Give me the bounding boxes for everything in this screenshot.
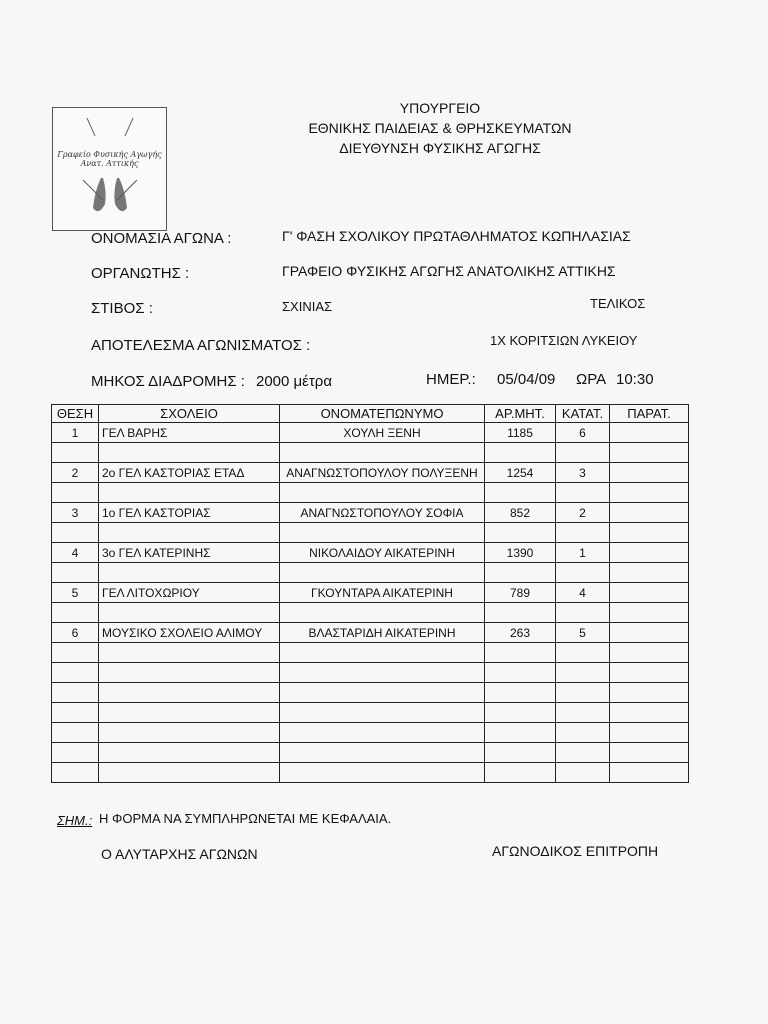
cell-fullname [280, 603, 485, 623]
cell-school [99, 743, 280, 763]
header-remarks: ΠΑΡΑΤ. [610, 405, 689, 423]
cell-school [99, 703, 280, 723]
results-body [52, 423, 689, 783]
cell-fullname [280, 703, 485, 723]
cell-position [52, 663, 99, 683]
cell-position [52, 703, 99, 723]
results-table [51, 404, 689, 783]
time-value: 10:30 [616, 371, 654, 388]
cell-ranking [556, 703, 610, 723]
cell-fullname: ΑΝΑΓΝΩΣΤΟΠΟΥΛΟΥ ΣΟΦΙΑ [280, 503, 485, 523]
cell-ranking: 2 [556, 503, 610, 523]
cell-registry-number [485, 523, 556, 543]
cell-fullname: ΑΝΑΓΝΩΣΤΟΠΟΥΛΟΥ ΠΟΛΥΞΕΝΗ [280, 463, 485, 483]
cell-fullname [280, 563, 485, 583]
table-row [52, 523, 689, 543]
cell-school: 2ο ΓΕΛ ΚΑΣΤΟΡΙΑΣ ΕΤΑΔ [99, 463, 280, 483]
table-row [52, 423, 689, 443]
cell-fullname [280, 663, 485, 683]
cell-position [52, 683, 99, 703]
signature-left: Ο ΑΛΥΤΑΡΧΗΣ ΑΓΩΝΩΝ [101, 846, 258, 862]
header-position: ΘΕΣΗ [52, 405, 99, 423]
cell-fullname [280, 723, 485, 743]
cell-position [52, 523, 99, 543]
distance-label: ΜΗΚΟΣ ΔΙΑΔΡΟΜΗΣ : [91, 373, 245, 390]
cell-registry-number [485, 663, 556, 683]
cell-position [52, 443, 99, 463]
cell-school: 1ο ΓΕΛ ΚΑΣΤΟΡΙΑΣ [99, 503, 280, 523]
cell-school [99, 443, 280, 463]
cell-fullname: ΧΟΥΛΗ ΞΕΝΗ [280, 423, 485, 443]
cell-fullname [280, 443, 485, 463]
cell-school [99, 723, 280, 743]
cell-remarks [610, 543, 689, 563]
cell-position [52, 643, 99, 663]
rowing-logo-icon [53, 108, 166, 230]
cell-ranking [556, 763, 610, 783]
cell-registry-number [485, 703, 556, 723]
table-row [52, 463, 689, 483]
cell-position [52, 723, 99, 743]
cell-school: ΜΟΥΣΙΚΟ ΣΧΟΛΕΙΟ ΑΛΙΜΟΥ [99, 623, 280, 643]
cell-remarks [610, 623, 689, 643]
result-label: ΑΠΟΤΕΛΕΣΜΑ ΑΓΩΝΙΣΜΑΤΟΣ : [91, 337, 311, 354]
cell-fullname: ΝΙΚΟΛΑΙΔΟΥ ΑΙΚΑΤΕΡΙΝΗ [280, 543, 485, 563]
cell-remarks [610, 463, 689, 483]
cell-position: 2 [52, 463, 99, 483]
cell-ranking [556, 563, 610, 583]
cell-ranking: 6 [556, 423, 610, 443]
cell-ranking [556, 483, 610, 503]
logo-seal [52, 107, 167, 231]
cell-fullname [280, 523, 485, 543]
cell-remarks [610, 763, 689, 783]
cell-remarks [610, 423, 689, 443]
cell-position [52, 743, 99, 763]
cell-ranking [556, 663, 610, 683]
cell-position: 5 [52, 583, 99, 603]
event-label: ΟΝΟΜΑΣΙΑ ΑΓΩΝΑ : [91, 230, 232, 247]
cell-fullname: ΓΚΟΥΝΤΑΡΑ ΑΙΚΑΤΕΡΙΝΗ [280, 583, 485, 603]
cell-school [99, 523, 280, 543]
cell-fullname: ΒΛΑΣΤΑΡΙΔΗ ΑΙΚΑΤΕΡΙΝΗ [280, 623, 485, 643]
cell-ranking [556, 523, 610, 543]
table-row [52, 723, 689, 743]
distance-value: 2000 μέτρα [256, 373, 332, 390]
organizer-value: ΓΡΑΦΕΙΟ ΦΥΣΙΚΗΣ ΑΓΩΓΗΣ ΑΝΑΤΟΛΙΚΗΣ ΑΤΤΙΚΗΣ [282, 263, 616, 279]
cell-registry-number [485, 443, 556, 463]
table-row [52, 643, 689, 663]
cell-ranking: 3 [556, 463, 610, 483]
cell-ranking: 5 [556, 623, 610, 643]
note-label: ΣΗΜ.: [57, 813, 93, 828]
table-row [52, 683, 689, 703]
cell-registry-number: 263 [485, 623, 556, 643]
cell-registry-number: 1185 [485, 423, 556, 443]
table-header-row [52, 405, 689, 423]
cell-registry-number [485, 743, 556, 763]
cell-position [52, 763, 99, 783]
cell-remarks [610, 643, 689, 663]
cell-ranking [556, 723, 610, 743]
cell-remarks [610, 483, 689, 503]
cell-remarks [610, 563, 689, 583]
cell-school: 3ο ΓΕΛ ΚΑΤΕΡΙΝΗΣ [99, 543, 280, 563]
cell-ranking [556, 743, 610, 763]
signature-right: ΑΓΩΝΟΔΙΚΟΣ ΕΠΙΤΡΟΠΗ [492, 843, 659, 859]
cell-school: ΓΕΛ ΒΑΡΗΣ [99, 423, 280, 443]
cell-position [52, 603, 99, 623]
cell-fullname [280, 763, 485, 783]
cell-fullname [280, 643, 485, 663]
cell-remarks [610, 583, 689, 603]
cell-school [99, 643, 280, 663]
cell-ranking: 4 [556, 583, 610, 603]
table-row [52, 703, 689, 723]
cell-remarks [610, 723, 689, 743]
table-row [52, 443, 689, 463]
time-label: ΩΡΑ [576, 371, 607, 388]
venue-label: ΣΤΙΒΟΣ : [91, 300, 153, 317]
note-text: Η ΦΟΡΜΑ ΝΑ ΣΥΜΠΛΗΡΩΝΕΤΑΙ ΜΕ ΚΕΦΑΛΑΙΑ. [99, 811, 392, 826]
cell-position: 6 [52, 623, 99, 643]
ministry-line1: ΥΠΟΥΡΓΕΙΟ [399, 100, 481, 116]
table-row [52, 763, 689, 783]
cell-position: 3 [52, 503, 99, 523]
cell-school: ΓΕΛ ΛΙΤΟΧΩΡΙΟΥ [99, 583, 280, 603]
logo-text-line2: Ανατ. Αττικής [80, 159, 139, 168]
ministry-line2: ΕΘΝΙΚΗΣ ΠΑΙΔΕΙΑΣ & ΘΡΗΣΚΕΥΜΑΤΩΝ [308, 120, 572, 136]
cell-ranking [556, 443, 610, 463]
cell-remarks [610, 703, 689, 723]
organizer-label: ΟΡΓΑΝΩΤΗΣ : [91, 265, 190, 282]
cell-position [52, 483, 99, 503]
cell-remarks [610, 743, 689, 763]
cell-registry-number [485, 683, 556, 703]
cell-registry-number [485, 603, 556, 623]
cell-school [99, 563, 280, 583]
cell-remarks [610, 443, 689, 463]
cell-registry-number [485, 763, 556, 783]
table-row [52, 563, 689, 583]
cell-registry-number [485, 723, 556, 743]
header-registry-number: ΑΡ.ΜΗΤ. [485, 405, 556, 423]
logo-text-line1: Γραφείο Φυσικής Αγωγής [57, 150, 162, 159]
header-school: ΣΧΟΛΕΙΟ [99, 405, 280, 423]
cell-school [99, 603, 280, 623]
cell-ranking [556, 683, 610, 703]
table-row [52, 743, 689, 763]
table-row [52, 543, 689, 563]
cell-registry-number: 852 [485, 503, 556, 523]
table-row [52, 663, 689, 683]
cell-remarks [610, 663, 689, 683]
cell-ranking: 1 [556, 543, 610, 563]
ministry-line3: ΔΙΕΥΘΥΝΣΗ ΦΥΣΙΚΗΣ ΑΓΩΓΗΣ [339, 140, 541, 156]
result-value: 1Χ ΚΟΡΙΤΣΙΩΝ ΛΥΚΕΙΟΥ [490, 333, 638, 348]
table-row [52, 623, 689, 643]
table-row [52, 483, 689, 503]
cell-ranking [556, 603, 610, 623]
cell-fullname [280, 743, 485, 763]
cell-position [52, 563, 99, 583]
cell-remarks [610, 503, 689, 523]
cell-registry-number [485, 483, 556, 503]
date-label: ΗΜΕΡ.: [426, 371, 476, 388]
cell-school [99, 483, 280, 503]
cell-remarks [610, 523, 689, 543]
cell-school [99, 663, 280, 683]
date-value: 05/04/09 [497, 371, 556, 388]
cell-registry-number: 1390 [485, 543, 556, 563]
cell-ranking [556, 643, 610, 663]
cell-registry-number [485, 643, 556, 663]
cell-registry-number [485, 563, 556, 583]
header-fullname: ΟΝΟΜΑΤΕΠΩΝΥΜΟ [280, 405, 485, 423]
cell-school [99, 763, 280, 783]
cell-remarks [610, 683, 689, 703]
cell-remarks [610, 603, 689, 623]
table-row [52, 583, 689, 603]
table-row [52, 503, 689, 523]
event-value: Γ' ΦΑΣΗ ΣΧΟΛΙΚΟΥ ΠΡΩΤΑΘΛΗΜΑΤΟΣ ΚΩΠΗΛΑΣΙΑΣ [282, 228, 631, 244]
cell-school [99, 683, 280, 703]
cell-position: 4 [52, 543, 99, 563]
cell-registry-number: 789 [485, 583, 556, 603]
cell-position: 1 [52, 423, 99, 443]
header-ranking: ΚΑΤΑΤ. [556, 405, 610, 423]
stage-value: ΤΕΛΙΚΟΣ [590, 296, 646, 311]
cell-fullname [280, 483, 485, 503]
cell-registry-number: 1254 [485, 463, 556, 483]
venue-value: ΣΧΙΝΙΑΣ [282, 299, 333, 314]
table-row [52, 603, 689, 623]
cell-fullname [280, 683, 485, 703]
